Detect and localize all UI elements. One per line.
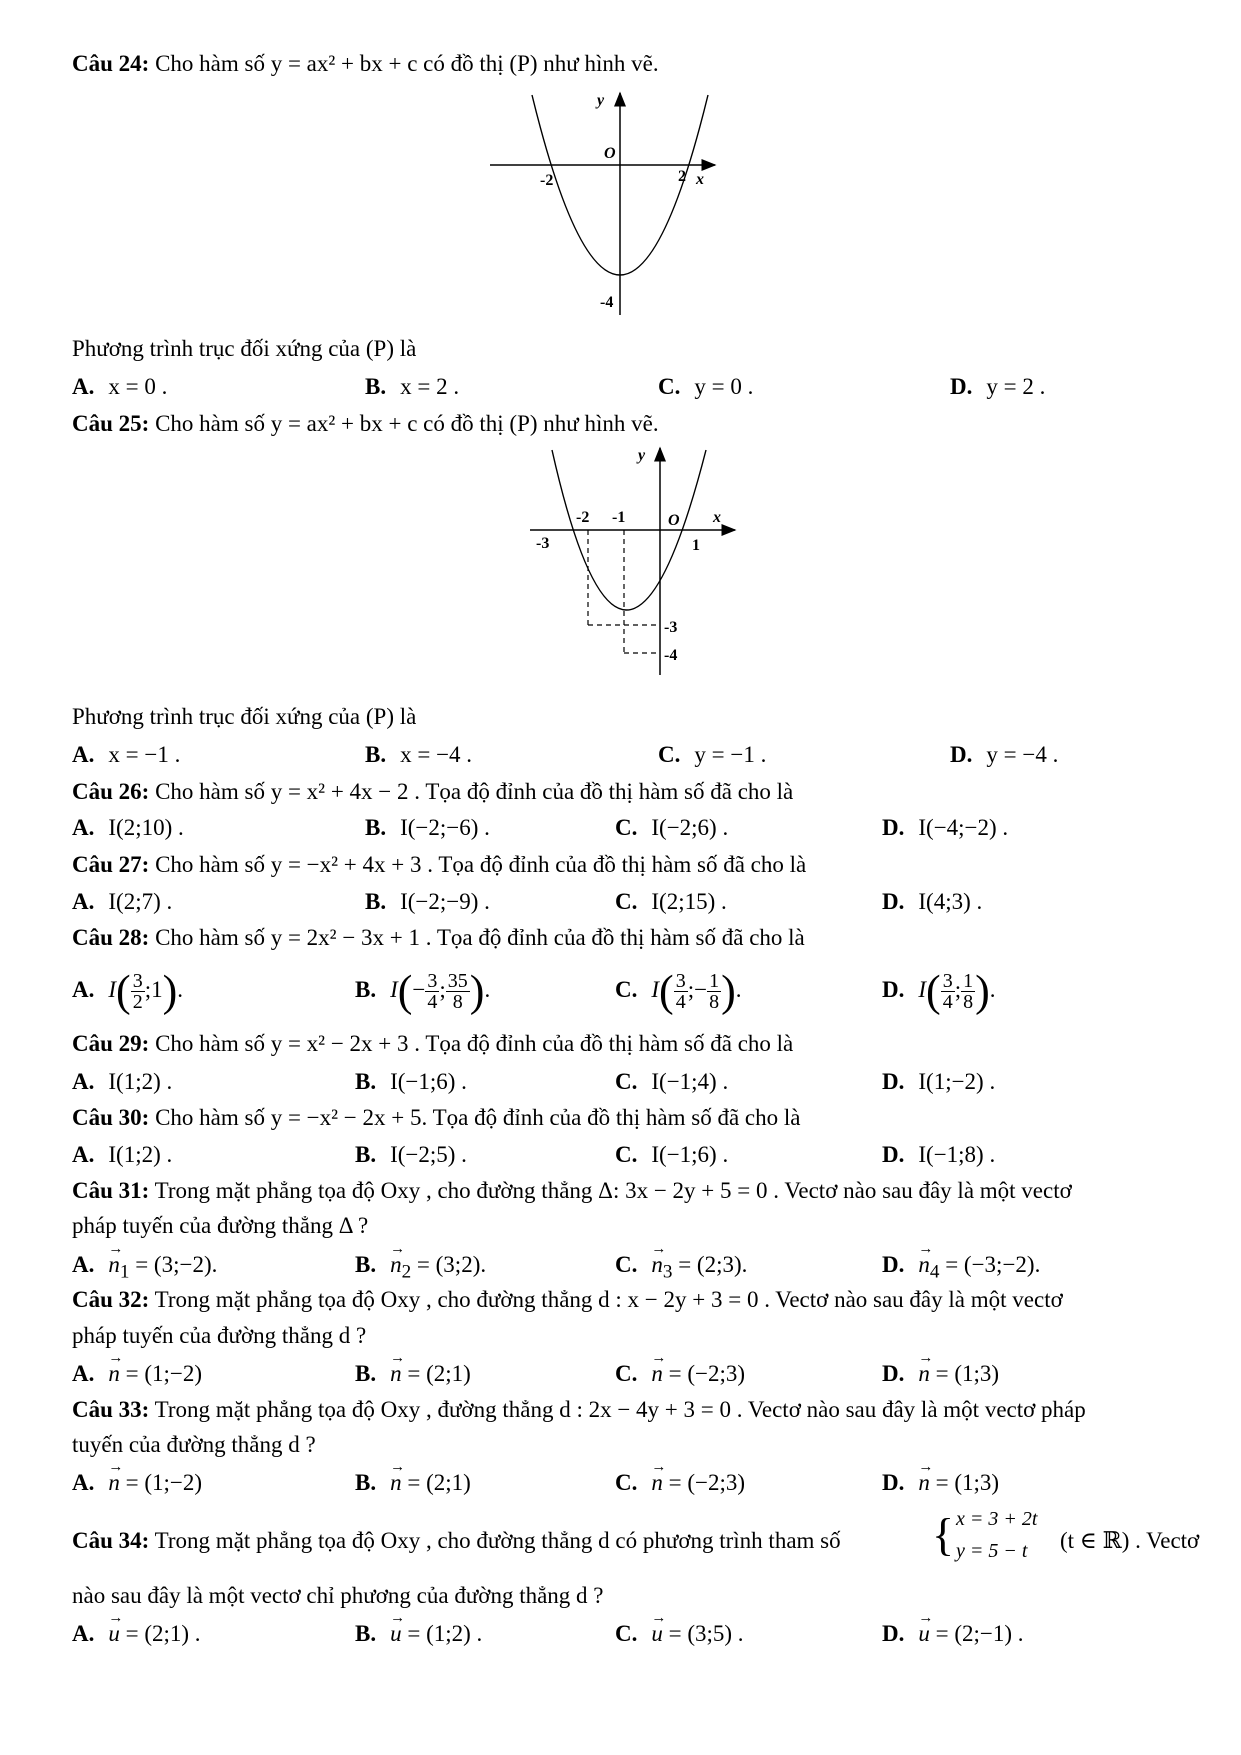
vector-symbol: → u bbox=[651, 1620, 663, 1648]
option-a[interactable] bbox=[72, 741, 180, 769]
option-text: I(2;15) . bbox=[651, 889, 727, 914]
period: . bbox=[177, 977, 183, 1002]
question-label: Câu 26: bbox=[72, 779, 150, 804]
question-label: Câu 30: bbox=[72, 1105, 150, 1130]
option-c[interactable] bbox=[615, 1620, 744, 1648]
question-text: Cho hàm số y = −x² + 4x + 3 . Tọa độ đỉnh của đồ thị hàm số đã cho là bbox=[155, 852, 807, 877]
option-d[interactable] bbox=[882, 1068, 995, 1096]
option-text: = (3;5) . bbox=[662, 1621, 744, 1646]
tick-x-m2: -2 bbox=[576, 509, 590, 526]
question-30 bbox=[72, 1104, 800, 1132]
fraction bbox=[961, 971, 975, 1012]
question-26 bbox=[72, 778, 793, 806]
numerator: 1 bbox=[709, 970, 720, 993]
question-text-cont: pháp tuyến của đường thẳng Δ ? bbox=[72, 1213, 369, 1238]
option-key: D. bbox=[950, 374, 973, 399]
option-text: y = −4 . bbox=[986, 742, 1059, 767]
tick-x-m1: -1 bbox=[612, 509, 626, 526]
vector-symbol: → n bbox=[651, 1251, 663, 1279]
option-key: D. bbox=[882, 1069, 905, 1094]
denominator: 2 bbox=[132, 991, 143, 1014]
option-key: C. bbox=[615, 1361, 638, 1386]
parabola-graph-25 bbox=[520, 440, 760, 680]
option-key: B. bbox=[355, 1470, 377, 1495]
option-b[interactable] bbox=[355, 1141, 467, 1169]
question-text-tail: (t ∈ ℝ) . Vectơ bbox=[1060, 1528, 1200, 1553]
option-text: I(−2;6) . bbox=[651, 815, 729, 840]
paren-close: ) bbox=[469, 966, 485, 1016]
option-text: y = −1 . bbox=[694, 742, 767, 767]
question-text: Cho hàm số y = x² − 2x + 3 . Tọa độ đỉnh của đồ thị hàm số đã cho là bbox=[155, 1031, 794, 1056]
option-text: I(1;−2) . bbox=[918, 1069, 996, 1094]
question-27 bbox=[72, 851, 806, 879]
denominator: 8 bbox=[963, 991, 974, 1014]
option-text: = (1;3) bbox=[929, 1361, 1000, 1386]
numerator: 3 bbox=[675, 970, 686, 993]
numerator: 3 bbox=[427, 970, 438, 993]
question-label: Câu 24: bbox=[72, 51, 150, 76]
question-text: Trong mặt phẳng tọa độ Oxy , cho đường thẳng d có phương trình tham số bbox=[154, 1528, 841, 1553]
option-b[interactable] bbox=[365, 814, 490, 842]
point-name: I bbox=[651, 977, 660, 1002]
option-key: B. bbox=[365, 815, 387, 840]
option-text: = (−2;3) bbox=[662, 1361, 746, 1386]
separator: ; bbox=[954, 977, 962, 1002]
option-d[interactable] bbox=[882, 814, 1008, 842]
option-text: x = 2 . bbox=[400, 374, 460, 399]
point-name: I bbox=[108, 977, 117, 1002]
question-32 bbox=[72, 1286, 1063, 1314]
question-label: Câu 28: bbox=[72, 925, 150, 950]
option-text: = (2;1) bbox=[401, 1470, 471, 1495]
option-c[interactable] bbox=[658, 373, 753, 401]
denominator: 4 bbox=[675, 991, 686, 1014]
option-key: A. bbox=[72, 1069, 95, 1094]
question-text: Cho hàm số y = −x² − 2x + 5. Tọa độ đỉnh của đồ thị hàm số đã cho là bbox=[155, 1105, 801, 1130]
option-text: = (−3;−2). bbox=[939, 1252, 1041, 1277]
option-text: I(4;3) . bbox=[918, 889, 983, 914]
option-text: y = 2 . bbox=[986, 374, 1046, 399]
option-d[interactable] bbox=[950, 373, 1045, 401]
option-key: C. bbox=[615, 815, 638, 840]
option-text: = (1;2) . bbox=[401, 1621, 483, 1646]
option-a[interactable] bbox=[72, 962, 183, 1018]
tick-x-neg: -2 bbox=[540, 172, 554, 189]
option-key: D. bbox=[882, 889, 905, 914]
option-key: C. bbox=[658, 374, 681, 399]
option-key: C. bbox=[615, 1069, 638, 1094]
option-text: x = 0 . bbox=[108, 374, 168, 399]
option-b[interactable] bbox=[355, 1360, 471, 1388]
vector-index: 4 bbox=[929, 1261, 940, 1283]
option-text: = (1;−2) bbox=[119, 1361, 203, 1386]
option-a[interactable] bbox=[72, 1620, 201, 1648]
question-29 bbox=[72, 1030, 793, 1058]
vector-symbol: → u bbox=[390, 1620, 402, 1648]
option-a[interactable] bbox=[72, 814, 184, 842]
minus-sign: − bbox=[694, 977, 708, 1002]
numerator: 3 bbox=[132, 970, 143, 993]
option-text: I(−1;4) . bbox=[651, 1069, 729, 1094]
option-d[interactable] bbox=[882, 1620, 1024, 1648]
vector-symbol: → u bbox=[108, 1620, 120, 1648]
option-b[interactable] bbox=[365, 373, 459, 401]
origin-label: O bbox=[604, 145, 616, 162]
vector-symbol: → n bbox=[390, 1360, 402, 1388]
point-name: I bbox=[390, 977, 398, 1002]
option-key: C. bbox=[615, 977, 638, 1002]
paren-open: ( bbox=[659, 966, 674, 1016]
option-c[interactable] bbox=[615, 814, 728, 842]
fraction bbox=[131, 971, 145, 1012]
option-a[interactable] bbox=[72, 1141, 172, 1169]
origin-label: O bbox=[668, 512, 680, 529]
option-key: A. bbox=[72, 1142, 95, 1167]
vector-symbol: → n bbox=[390, 1251, 402, 1279]
option-c[interactable] bbox=[615, 1251, 747, 1287]
option-text: I(1;2) . bbox=[108, 1142, 173, 1167]
option-b[interactable] bbox=[365, 888, 490, 916]
separator: ; bbox=[687, 977, 695, 1002]
option-c[interactable] bbox=[615, 1141, 728, 1169]
option-key: B. bbox=[355, 1361, 377, 1386]
option-d[interactable] bbox=[882, 1469, 999, 1497]
y-label: y bbox=[597, 92, 605, 109]
option-text: = (2;1) . bbox=[119, 1621, 201, 1646]
question-text: Cho hàm số y = 2x² − 3x + 1 . Tọa độ đỉnh của đồ thị hàm số đã cho là bbox=[155, 925, 805, 950]
paren-open: ( bbox=[116, 966, 131, 1016]
option-key: D. bbox=[882, 1361, 905, 1386]
option-key: C. bbox=[615, 1252, 638, 1277]
question-28 bbox=[72, 924, 805, 952]
option-text: I(−2;−9) . bbox=[400, 889, 490, 914]
question-34 bbox=[72, 1527, 841, 1555]
option-key: B. bbox=[355, 1142, 377, 1167]
question-text: Trong mặt phẳng tọa độ Oxy , cho đường thẳng Δ: 3x − 2y + 5 = 0 . Vectơ nào sau đây là một vectơ bbox=[154, 1178, 1072, 1203]
question-text: Cho hàm số y = x² + 4x − 2 . Tọa độ đỉnh của đồ thị hàm số đã cho là bbox=[155, 779, 794, 804]
option-a[interactable] bbox=[72, 888, 172, 916]
tick-x-1: 1 bbox=[692, 537, 700, 554]
denominator: 4 bbox=[942, 991, 953, 1014]
vector-symbol: → n bbox=[108, 1251, 120, 1279]
option-key: D. bbox=[882, 1142, 905, 1167]
paren-close: ) bbox=[975, 966, 990, 1016]
option-text: = (3;2). bbox=[411, 1252, 487, 1277]
option-d[interactable] bbox=[882, 1360, 999, 1388]
option-text: = (2;3). bbox=[672, 1252, 748, 1277]
option-b[interactable] bbox=[355, 1251, 486, 1287]
option-text: I(1;2) . bbox=[108, 1069, 173, 1094]
vector-symbol: → n bbox=[651, 1469, 663, 1497]
option-key: A. bbox=[72, 1621, 95, 1646]
question-text-cont: pháp tuyến của đường thẳng d ? bbox=[72, 1323, 367, 1348]
numerator: 1 bbox=[963, 970, 974, 993]
question-prompt: Phương trình trục đối xứng của (P) là bbox=[72, 704, 417, 729]
option-text: = (2;1) bbox=[401, 1361, 471, 1386]
system-eq-1: x = 3 + 2t bbox=[956, 1508, 1038, 1530]
option-key: B. bbox=[355, 977, 377, 1002]
option-c[interactable] bbox=[615, 1360, 745, 1388]
fraction bbox=[446, 971, 470, 1012]
question-25 bbox=[72, 410, 659, 438]
option-key: A. bbox=[72, 374, 95, 399]
option-text: = (2;−1) . bbox=[929, 1621, 1024, 1646]
fraction bbox=[941, 971, 955, 1012]
option-text: I(−4;−2) . bbox=[918, 815, 1009, 840]
paren-close: ) bbox=[162, 966, 178, 1016]
question-prompt: Phương trình trục đối xứng của (P) là bbox=[72, 336, 417, 361]
vector-index: 3 bbox=[662, 1261, 673, 1283]
option-d[interactable] bbox=[882, 888, 982, 916]
option-c[interactable] bbox=[615, 888, 727, 916]
vector-symbol: → n bbox=[108, 1360, 120, 1388]
paren-open: ( bbox=[926, 966, 941, 1016]
option-text: I(−2;5) . bbox=[390, 1142, 467, 1167]
option-key: D. bbox=[882, 977, 905, 1002]
question-text-cont: nào sau đây là một vectơ chỉ phương của đường thẳng d ? bbox=[72, 1583, 604, 1608]
fraction bbox=[674, 971, 688, 1012]
option-key: B. bbox=[365, 889, 387, 914]
vector-symbol: → n bbox=[918, 1469, 930, 1497]
vector-symbol: → u bbox=[918, 1620, 930, 1648]
fraction bbox=[425, 971, 439, 1012]
option-b[interactable] bbox=[355, 1469, 471, 1497]
option-key: B. bbox=[365, 374, 387, 399]
option-b[interactable] bbox=[355, 1620, 482, 1648]
system-brace: { bbox=[932, 1509, 955, 1560]
option-b[interactable] bbox=[355, 1068, 467, 1096]
option-c[interactable] bbox=[615, 1068, 728, 1096]
question-label: Câu 32: bbox=[72, 1287, 150, 1312]
vector-symbol: → n bbox=[918, 1251, 930, 1279]
option-key: C. bbox=[615, 1142, 638, 1167]
option-key: D. bbox=[882, 1470, 905, 1495]
option-key: A. bbox=[72, 889, 95, 914]
option-d[interactable] bbox=[882, 1251, 1040, 1287]
option-text: x = −1 . bbox=[108, 742, 181, 767]
option-text: = (−2;3) bbox=[662, 1470, 746, 1495]
paren-open: ( bbox=[397, 966, 413, 1016]
option-d[interactable] bbox=[882, 1141, 995, 1169]
option-a[interactable] bbox=[72, 1068, 172, 1096]
option-text: I(2;7) . bbox=[108, 889, 173, 914]
option-text: = (1;−2) bbox=[119, 1470, 203, 1495]
option-text: y = 0 . bbox=[694, 374, 754, 399]
question-text: Cho hàm số y = ax² + bx + c có đồ thị (P) như hình vẽ. bbox=[155, 411, 659, 436]
question-text-cont: tuyến của đường thẳng d ? bbox=[72, 1432, 316, 1457]
option-key: A. bbox=[72, 742, 95, 767]
option-text: I(−1;6) . bbox=[390, 1069, 467, 1094]
option-key: C. bbox=[615, 889, 638, 914]
denominator: 4 bbox=[427, 991, 438, 1014]
numerator: 3 bbox=[942, 970, 953, 993]
question-label: Câu 31: bbox=[72, 1178, 150, 1203]
question-text: Cho hàm số y = ax² + bx + c có đồ thị (P) như hình vẽ. bbox=[155, 51, 659, 76]
option-key: A. bbox=[72, 1361, 95, 1386]
option-c[interactable] bbox=[615, 1469, 745, 1497]
option-key: B. bbox=[355, 1252, 377, 1277]
vector-symbol: → n bbox=[108, 1469, 120, 1497]
tick-x-pos: 2 bbox=[678, 168, 686, 185]
option-a[interactable] bbox=[72, 373, 167, 401]
option-key: B. bbox=[355, 1069, 377, 1094]
point-name: I bbox=[918, 977, 927, 1002]
option-key: A. bbox=[72, 1252, 95, 1277]
option-a[interactable] bbox=[72, 1469, 202, 1497]
option-b[interactable] bbox=[355, 962, 490, 1018]
tick-y-m3: -3 bbox=[664, 619, 678, 636]
option-key: A. bbox=[72, 977, 95, 1002]
y-label: y bbox=[638, 447, 646, 464]
vector-symbol: → n bbox=[651, 1360, 663, 1388]
option-text: = (3;−2). bbox=[129, 1252, 218, 1277]
option-a[interactable] bbox=[72, 1360, 202, 1388]
option-key: B. bbox=[365, 742, 387, 767]
minus-sign: − bbox=[412, 977, 426, 1002]
question-label: Câu 27: bbox=[72, 852, 150, 877]
question-label: Câu 33: bbox=[72, 1397, 150, 1422]
option-text: I(−1;6) . bbox=[651, 1142, 729, 1167]
period: . bbox=[989, 977, 996, 1002]
vector-index: 1 bbox=[119, 1261, 130, 1283]
option-key: D. bbox=[882, 1252, 905, 1277]
option-text: I(−2;−6) . bbox=[400, 815, 490, 840]
option-text: x = −4 . bbox=[400, 742, 473, 767]
separator: ; bbox=[439, 977, 446, 1002]
x-label: x bbox=[713, 509, 721, 526]
option-c[interactable] bbox=[615, 962, 741, 1018]
question-label: Câu 29: bbox=[72, 1031, 150, 1056]
option-c[interactable] bbox=[658, 741, 766, 769]
option-a[interactable] bbox=[72, 1251, 217, 1287]
option-d[interactable] bbox=[882, 962, 996, 1018]
question-33 bbox=[72, 1396, 1086, 1424]
paren-close: ) bbox=[721, 966, 736, 1016]
option-key: C. bbox=[615, 1621, 638, 1646]
tick-y-m4: -4 bbox=[664, 647, 678, 664]
question-24 bbox=[72, 50, 659, 78]
question-31 bbox=[72, 1177, 1072, 1205]
question-label: Câu 34: bbox=[72, 1528, 150, 1553]
system-eq-2: y = 5 − t bbox=[956, 1540, 1028, 1562]
option-key: C. bbox=[658, 742, 681, 767]
question-label: Câu 25: bbox=[72, 411, 150, 436]
numerator: 35 bbox=[447, 970, 468, 993]
denominator: 8 bbox=[452, 991, 463, 1014]
period: . bbox=[735, 977, 742, 1002]
option-key: D. bbox=[950, 742, 973, 767]
option-b[interactable] bbox=[365, 741, 472, 769]
tick-y-min: -4 bbox=[600, 294, 614, 311]
option-text: = (1;3) bbox=[929, 1470, 1000, 1495]
option-text: I(−1;8) . bbox=[918, 1142, 996, 1167]
vector-index: 2 bbox=[401, 1261, 412, 1283]
option-key: D. bbox=[882, 815, 905, 840]
vector-symbol: → n bbox=[390, 1469, 402, 1497]
separator: ;1 bbox=[144, 977, 163, 1002]
vector-symbol: → n bbox=[918, 1360, 930, 1388]
option-d[interactable] bbox=[950, 741, 1058, 769]
option-key: A. bbox=[72, 815, 95, 840]
fraction bbox=[707, 971, 721, 1012]
tick-x-m3: -3 bbox=[536, 535, 550, 552]
option-key: B. bbox=[355, 1621, 377, 1646]
option-text: I(2;10) . bbox=[108, 815, 184, 840]
question-text: Trong mặt phẳng tọa độ Oxy , đường thẳng d : 2x − 4y + 3 = 0 . Vectơ nào sau đây là một vectơ pháp bbox=[154, 1397, 1086, 1422]
parabola-graph-24 bbox=[470, 85, 730, 325]
question-text: Trong mặt phẳng tọa độ Oxy , cho đường thẳng d : x − 2y + 3 = 0 . Vectơ nào sau đây là một vectơ bbox=[154, 1287, 1063, 1312]
option-key: C. bbox=[615, 1470, 638, 1495]
option-key: A. bbox=[72, 1470, 95, 1495]
period: . bbox=[484, 977, 491, 1002]
option-key: D. bbox=[882, 1621, 905, 1646]
denominator: 8 bbox=[709, 991, 720, 1014]
x-label: x bbox=[696, 171, 704, 188]
